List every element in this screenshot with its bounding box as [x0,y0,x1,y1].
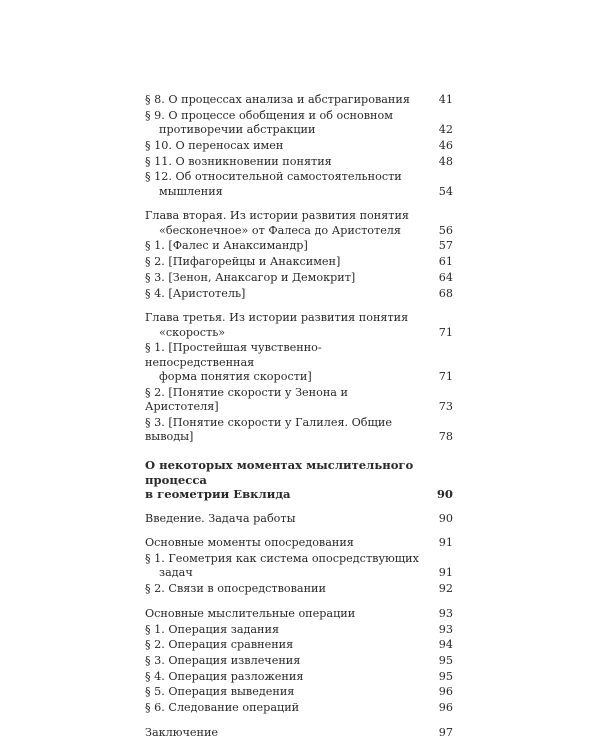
toc-entry-page-number: 71 [438,370,453,384]
toc-entry [145,109,453,138]
toc-entry-page-number: 96 [438,701,453,715]
toc-entry-title [145,109,439,138]
toc-entry-title [145,670,439,684]
entry-spacer [145,717,453,726]
toc-entry-title-line: Введение. Задача работы [145,511,296,525]
toc-entry [145,685,453,699]
toc-entry-title-line: Глава вторая. Из истории развития понятия [145,209,409,223]
toc-entry-title [145,271,439,285]
toc-entry [145,670,453,684]
toc-entry-title [145,341,439,384]
toc-entry [145,170,453,199]
toc-entry [145,155,453,169]
toc-entry-page-number: 56 [438,223,453,237]
toc-entry-title-line: § 2. [Понятие скорости у Зенона и Аристотеля] [145,385,348,414]
toc-entry-title [145,512,439,526]
toc-entry-page-number: 96 [438,685,453,699]
entry-spacer [145,200,453,209]
toc-entry-title-line: § 2. Операция сравнения [145,638,294,652]
toc-entry [145,311,453,340]
toc-entry-page-number: 57 [438,239,453,253]
toc-entry-title-line-2: мышления [159,184,223,198]
toc-entry-page-number: 48 [438,154,453,168]
toc-entry-title-line: § 5. Операция выведения [145,685,295,699]
toc-entry-title [145,654,439,668]
toc-entry-page-number: 78 [438,430,453,444]
toc-entry-title-line: § 1. Геометрия как система опосредствующих [145,552,419,566]
toc-entry-title-line: § 9. О процессе обобщения и об основном [145,108,393,122]
toc-entry-page-number: 94 [438,638,453,652]
toc-entry-title-line: Основные моменты опосредования [145,536,354,550]
toc-entry-title-line: § 3. [Зенон, Анаксагор и Демокрит] [145,270,356,284]
toc-entry-page-number: 41 [438,93,453,106]
toc-entry-title-line-2: в геометрии Евклида [145,486,291,501]
entry-spacer [145,503,453,512]
toc-entry-title [145,139,439,153]
toc-entry-title-line-2: «скорость» [159,325,226,339]
toc-entry-title [145,685,439,699]
toc-entry-title-line: § 6. Следование операций [145,701,300,715]
toc-entry [145,287,453,301]
toc-entry-title-line-2: «бесконечное» от Фалеса до Аристотеля [159,223,401,237]
toc-entry-page-number: 73 [438,400,453,414]
toc-entry [145,93,453,107]
toc-entry-title [145,416,439,445]
toc-entry-page-number: 93 [438,622,453,636]
toc-entry-title-line: Основные мыслительные операции [145,606,356,620]
toc-entry [145,271,453,285]
toc-entry-title [145,458,437,501]
toc-entry-title-line: О некоторых моментах мыслительного процесса [145,458,414,487]
toc-entry [145,536,453,550]
toc-entry-title [145,623,439,637]
toc-entry-title-line: § 3. [Понятие скорости у Галилея. Общие выводы] [145,415,392,444]
toc-entry-title-line: § 1. Операция задания [145,622,280,636]
entry-spacer [145,446,453,458]
toc-entry [145,139,453,153]
toc-entry-page-number: 91 [438,566,453,580]
toc-entry [145,607,453,621]
toc-entry-title [145,552,439,581]
toc-entry [145,239,453,253]
toc-entry-page-number: 95 [438,653,453,667]
toc-entry-title [145,582,439,596]
toc-entry-page-number: 71 [438,325,453,339]
toc-entry-page-number: 61 [438,255,453,269]
toc-entry-page-number: 68 [438,286,453,300]
toc-entry [145,638,453,652]
toc-entry-title-line: § 1. [Простейшая чувственно-непосредственная [145,341,322,369]
toc-entry-page-number: 95 [438,669,453,683]
toc-entry-title-line: § 4. [Аристотель] [145,286,246,300]
toc-entry-title-line: Глава третья. Из истории развития понятия [145,311,409,325]
toc-entry-title [145,726,439,740]
table-of-contents [145,93,453,741]
toc-entry-title-line: § 12. Об относительной самостоятельности [145,170,402,184]
toc-entry-page-number: 91 [438,536,453,550]
toc-entry [145,582,453,596]
toc-entry-title-line: § 4. Операция разложения [145,669,304,683]
toc-entry-title [145,638,439,652]
toc-entry-title [145,155,439,169]
toc-entry-page-number: 92 [438,582,453,596]
toc-entry-title-line: § 8. О процессах анализа и абстрагирования [145,93,410,106]
toc-entry-page-number: 97 [438,725,453,739]
toc-entry-title [145,209,439,238]
entry-spacer [145,302,453,311]
toc-entry-title [145,536,439,550]
toc-entry [145,458,453,501]
toc-entry-title-line-2: противоречии абстракции [159,123,316,137]
toc-entry [145,416,453,445]
toc-entry-title-line: Заключение [145,725,219,739]
toc-entry-title [145,311,439,340]
toc-entry-title [145,255,439,269]
toc-entry [145,623,453,637]
toc-entry-page-number: 42 [438,123,453,137]
toc-entry [145,386,453,415]
toc-entry-page-number: 46 [438,138,453,152]
toc-entry-page-number: 90 [438,511,453,525]
toc-entry-title [145,607,439,621]
toc-entry [145,209,453,238]
toc-entry [145,701,453,715]
toc-entry-title-line: § 10. О переносах имен [145,138,284,152]
toc-entry-title [145,93,439,107]
toc-entry-page-number: 54 [438,184,453,198]
toc-entry-page-number: 93 [438,606,453,620]
toc-entry-title-line-2: форма понятия скорости] [159,370,312,384]
toc-entry [145,512,453,526]
toc-entry-title-line-2: задач [159,566,193,580]
toc-entry-title-line: § 11. О возникновении понятия [145,154,332,168]
toc-entry-page-number: 90 [436,486,453,501]
toc-entry [145,726,453,740]
toc-entry-title-line: § 2. Связи в опосредствовании [145,582,326,596]
toc-entry-title-line: § 3. Операция извлечения [145,653,301,667]
toc-entry-title [145,170,439,199]
toc-entry-title [145,239,439,253]
toc-entry-page-number: 64 [438,270,453,284]
toc-entry-title [145,386,439,415]
toc-entry [145,552,453,581]
toc-entry [145,654,453,668]
toc-entry-title [145,287,439,301]
toc-entry-title-line: § 1. [Фалес и Анаксимандр] [145,239,308,253]
toc-entry [145,341,453,384]
toc-entry-title [145,701,439,715]
entry-spacer [145,598,453,607]
toc-entry [145,255,453,269]
entry-spacer [145,527,453,536]
toc-entry-title-line: § 2. [Пифагорейцы и Анаксимен] [145,255,341,269]
